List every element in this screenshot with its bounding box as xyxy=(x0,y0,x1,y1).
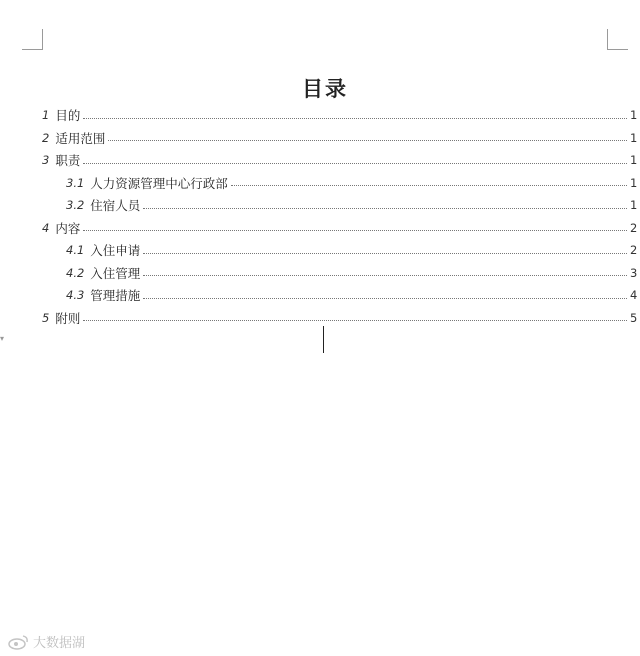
toc-entry-label: 入住申请 xyxy=(90,243,141,258)
toc-entry[interactable] xyxy=(0,104,640,126)
toc-entry[interactable] xyxy=(0,239,640,261)
toc-leader-dots xyxy=(83,220,627,231)
margin-corner-top-left xyxy=(22,29,43,50)
toc-leader-dots xyxy=(143,265,627,276)
toc-entry-label: 住宿人员 xyxy=(90,198,141,213)
toc-entry-number: 4.2 xyxy=(66,265,85,280)
toc-entry-label: 适用范围 xyxy=(55,130,106,146)
toc-entry-page: 1 xyxy=(630,108,638,122)
toc-entry[interactable] xyxy=(0,217,640,239)
toc-entry-number: 3.1 xyxy=(66,175,85,190)
toc-entry[interactable] xyxy=(0,127,640,149)
watermark xyxy=(8,632,85,651)
toc-entry-page: 1 xyxy=(630,198,638,212)
toc-entry-number: 4.1 xyxy=(66,243,85,257)
toc-entry-page: 3 xyxy=(630,265,638,280)
toc-entry[interactable] xyxy=(0,262,640,284)
toc-entry-number: 3.2 xyxy=(66,198,85,212)
toc-entry-number: 1 xyxy=(42,108,50,122)
toc-entry-number: 4.3 xyxy=(66,288,85,302)
toc-leader-dots xyxy=(143,198,627,209)
margin-corner-top-right xyxy=(607,29,628,50)
toc-entry-label: 入住管理 xyxy=(90,265,141,281)
toc-leader-dots xyxy=(83,108,627,119)
toc-entry-page: 1 xyxy=(630,153,638,167)
toc-leader-dots xyxy=(83,153,627,164)
weibo-logo-icon xyxy=(8,634,30,650)
toc-entry-number: 2 xyxy=(42,130,50,145)
toc-entry-number: 4 xyxy=(42,220,50,235)
toc-title: 目录 xyxy=(302,76,348,101)
toc-entry[interactable] xyxy=(0,149,640,171)
toc-entry-page: 4 xyxy=(630,288,638,302)
toc-entry[interactable] xyxy=(0,284,640,306)
toc-entry-page: 5 xyxy=(630,310,638,325)
toc-leader-dots xyxy=(108,130,627,141)
toc-entry-label: 管理措施 xyxy=(90,288,141,303)
toc-entry-number: 5 xyxy=(42,310,50,325)
toc-entry[interactable] xyxy=(0,172,640,194)
toc-entry-label: 内容 xyxy=(55,220,81,236)
toc-entry[interactable] xyxy=(0,307,640,329)
toc-entry-label: 目的 xyxy=(55,108,81,123)
toc-entry-page: 2 xyxy=(630,243,638,257)
toc-entry-label: 附则 xyxy=(55,310,81,326)
toc-entry-label: 职责 xyxy=(55,153,81,168)
toc-entry-page: 2 xyxy=(630,220,638,235)
margin-marker: ▾ xyxy=(0,334,5,343)
toc-entry-number: 3 xyxy=(42,153,50,167)
toc-leader-dots xyxy=(231,175,627,186)
toc-entry-label: 人力资源管理中心行政部 xyxy=(90,175,228,191)
toc-leader-dots xyxy=(143,243,627,254)
toc-entry-page: 1 xyxy=(630,130,638,145)
toc-leader-dots xyxy=(143,288,627,299)
toc-entry-page: 1 xyxy=(630,175,638,190)
toc-leader-dots xyxy=(83,310,627,321)
watermark-text: 大数据湖 xyxy=(33,636,86,651)
toc-entry[interactable] xyxy=(0,194,640,216)
text-cursor xyxy=(323,326,324,353)
